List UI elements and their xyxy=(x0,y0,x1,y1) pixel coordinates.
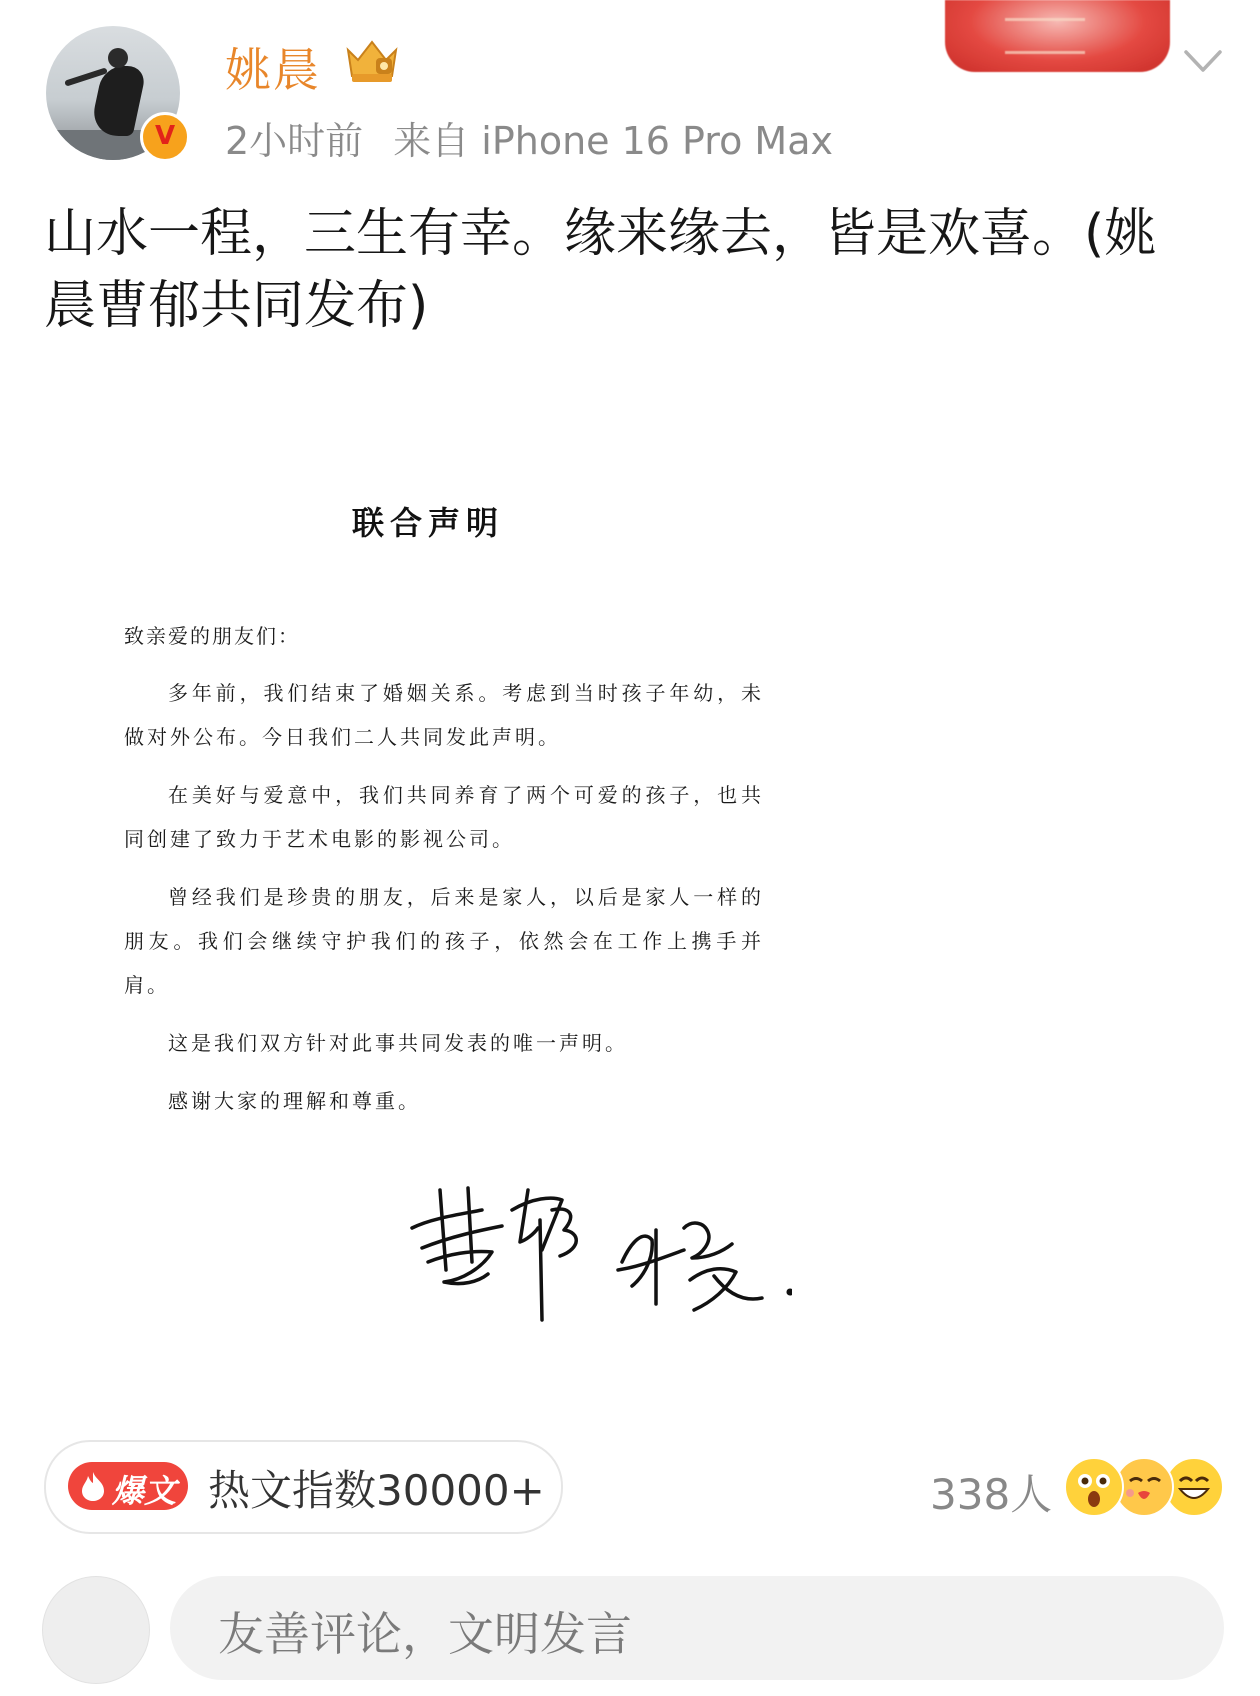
post-text: 山水一程，三生有幸。缘来缘去，皆是欢喜。(姚晨曹郁共同发布) xyxy=(44,204,1157,336)
post-source[interactable]: 来自 iPhone 16 Pro Max xyxy=(393,119,833,163)
handwritten-signature xyxy=(392,1170,792,1350)
hot-index-pill[interactable] xyxy=(44,1440,563,1534)
statement-greeting: 致亲爱的朋友们： xyxy=(124,624,300,648)
post-time: 2小时前 xyxy=(225,119,364,163)
reaction-count[interactable]: 338人 xyxy=(930,1470,1053,1519)
current-user-avatar[interactable] xyxy=(42,1576,150,1684)
comment-input[interactable] xyxy=(170,1576,1224,1680)
fire-icon xyxy=(78,1470,108,1502)
chevron-down-icon[interactable] xyxy=(1182,46,1224,76)
decorative-banner xyxy=(945,0,1170,72)
statement-paragraph: 曾经我们是珍贵的朋友，后来是家人，以后是家人一样的朋友。我们会继续守护我们的孩子，依然会在工作上携手并肩。 xyxy=(124,885,764,997)
hot-tag-label: 爆文 xyxy=(112,1472,177,1510)
avatar-figure-body xyxy=(89,66,148,136)
statement-paragraph: 多年前，我们结束了婚姻关系。考虑到当时孩子年幼，未做对外公布。今日我们二人共同发此声明。 xyxy=(124,681,764,749)
verified-v-badge-icon: V xyxy=(140,112,190,162)
crown-icon[interactable] xyxy=(342,36,402,84)
statement-body xyxy=(124,620,764,1137)
hot-index-text: 热文指数30000+ xyxy=(208,1466,545,1515)
banner-detail xyxy=(1005,18,1085,54)
statement-image[interactable] xyxy=(112,480,812,1360)
hot-tag-badge xyxy=(68,1462,188,1510)
statement-paragraph: 在美好与爱意中，我们共同养育了两个可爱的孩子，也共同创建了致力于艺术电影的影视公司。 xyxy=(124,783,764,851)
statement-paragraph: 感谢大家的理解和尊重。 xyxy=(168,1089,421,1113)
comment-placeholder: 友善评论，文明发言 xyxy=(218,1607,632,1661)
statement-title: 联合声明 xyxy=(352,504,505,542)
surprised-emoji-icon[interactable] xyxy=(1064,1457,1124,1517)
statement-paragraph: 这是我们双方针对此事共同发表的唯一声明。 xyxy=(168,1031,628,1055)
post-meta xyxy=(225,110,833,165)
author-name[interactable]: 姚晨 xyxy=(225,43,321,97)
avatar-figure-head xyxy=(108,48,128,68)
